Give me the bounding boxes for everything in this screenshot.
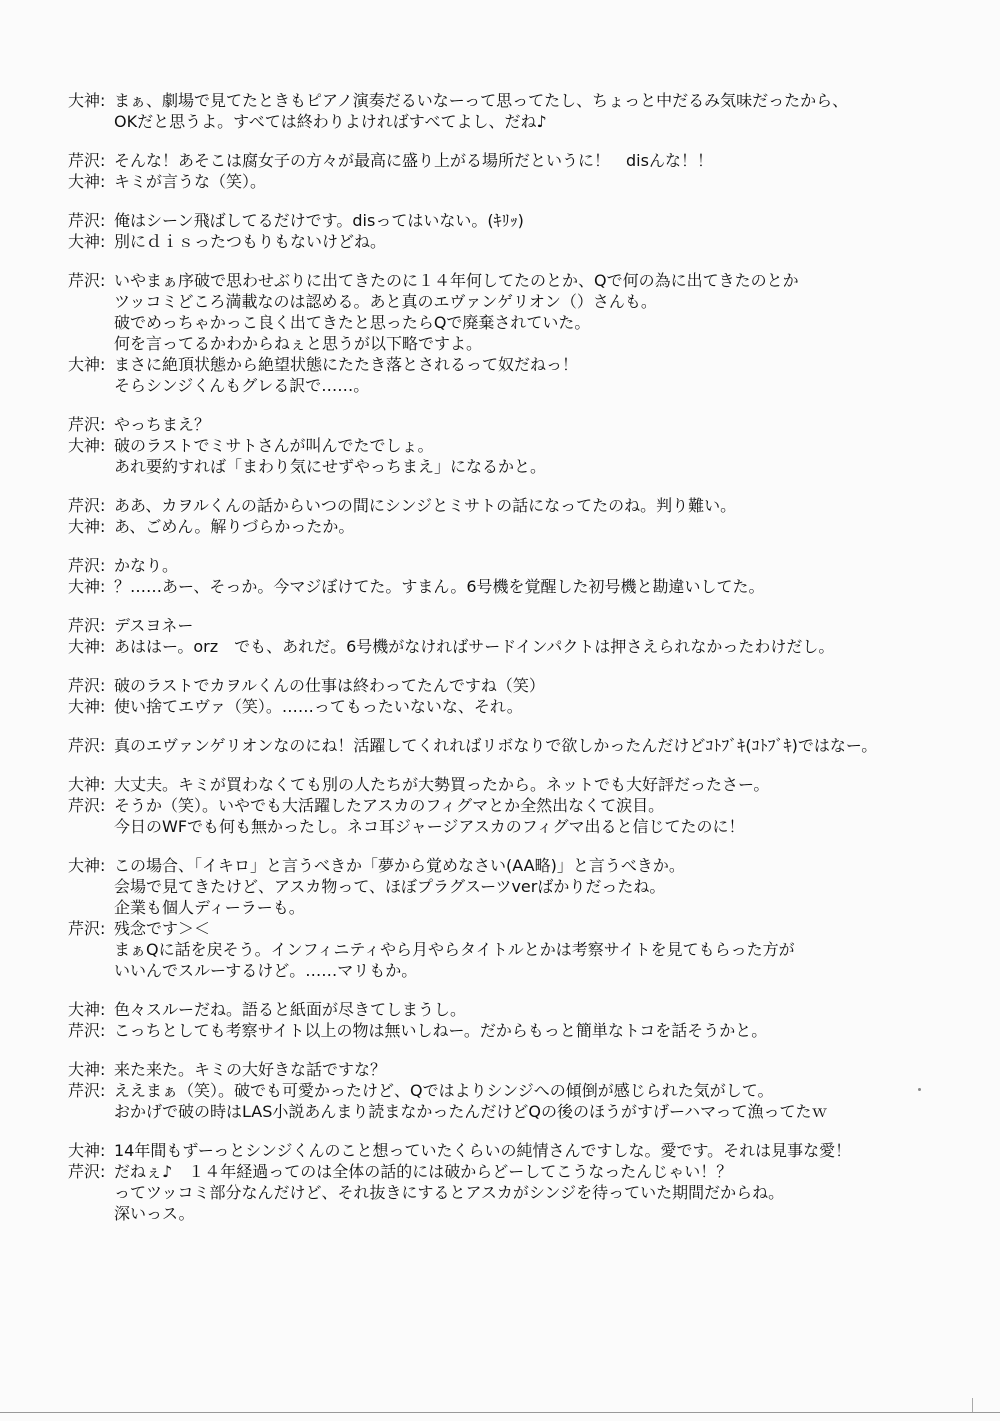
line-text: 今日のWFでも何も無かったし。ネコ耳ジャージアスカのフィグマ出ると信じてたのに！: [114, 817, 745, 836]
speaker-name: 芹沢:: [68, 1162, 106, 1181]
speaker-name: [68, 816, 114, 837]
line-text: ええまぁ（笑）。破でも可愛かったけど、Qではよりシンジへの傾倒が感じられた気がして。: [114, 1081, 774, 1100]
speaker-name: 芹沢:: [68, 919, 106, 938]
line-text: 企業も個人ディーラーも。: [114, 898, 305, 917]
dialogue-block: [68, 1140, 948, 1224]
dialogue-line: [68, 1140, 948, 1161]
speaker-name: 芹沢:: [68, 736, 106, 755]
speaker-name: [68, 960, 114, 981]
line-text: 破のラストでカヲルくんの仕事は終わってたんですね（笑）: [114, 676, 545, 695]
line-text: 深いっス。: [114, 1204, 195, 1223]
dialogue-line: [68, 495, 948, 516]
speaker-name: [68, 291, 114, 312]
speaker-name: 大神:: [68, 232, 106, 251]
line-text: 何を言ってるかわからねぇと思うが以下略ですよ。: [114, 334, 483, 353]
line-text: あれ要約すれば「まわり気にせずやっちまえ」になるかと。: [114, 457, 547, 476]
speaker-name: 芹沢:: [68, 676, 106, 695]
speaker-name: [68, 111, 114, 132]
dialogue-line: [68, 1182, 948, 1203]
dialogue-line: [68, 456, 948, 477]
line-text: 使い捨てエヴァ（笑）。……ってもったいないな、それ。: [114, 697, 523, 716]
dialogue-block: [68, 210, 948, 252]
line-text: いやまぁ序破で思わせぶりに出てきたのに１４年何してたのとか、Qで何の為に出てきたのとか: [114, 271, 799, 290]
speaker-name: 芹沢:: [68, 616, 106, 635]
dialogue-line: [68, 375, 948, 396]
line-text: あははー。orz でも、あれだ。6号機がなければサードインパクトは押さえられなかったわけだし。: [114, 637, 835, 656]
line-text: OKだと思うよ。すべては終わりよければすべてよし、だね♪: [114, 112, 547, 131]
speaker-name: 芹沢:: [68, 415, 106, 434]
line-text: 会場で見てきたけど、アスカ物って、ほぼプラグスーツverばかりだったね。: [114, 877, 666, 896]
dialogue-line: [68, 735, 948, 756]
speaker-name: 芹沢:: [68, 556, 106, 575]
speaker-name: 大神:: [68, 355, 106, 374]
speaker-name: 大神:: [68, 517, 106, 536]
dialogue-line: [68, 1059, 948, 1080]
dialogue-line: [68, 270, 948, 291]
dialogue-line: [68, 696, 948, 717]
dialogue-block: [68, 1059, 948, 1122]
page-bottom-edge: [0, 1412, 1000, 1413]
speaker-name: 大神:: [68, 775, 106, 794]
dialogue-line: [68, 939, 948, 960]
dialogue-line: [68, 615, 948, 636]
scan-speck: [918, 1088, 921, 1091]
page-crop-mark: [972, 1398, 973, 1412]
speaker-name: 大神:: [68, 436, 106, 455]
line-text: 真のエヴァンゲリオンなのにね！活躍してくれればリボなりで欲しかったんだけどｺﾄﾌﾞｷ(ｺﾄﾌﾞｷ)ではなー。: [114, 736, 878, 755]
line-text: キミが言うな（笑）。: [114, 172, 267, 191]
dialogue-line: [68, 171, 948, 192]
line-text: 破でめっちゃかっこ良く出てきたと思ったらQで廃棄されていた。: [114, 313, 591, 332]
speaker-name: [68, 456, 114, 477]
line-text: まぁ、劇場で見てたときもピアノ演奏だるいなーって思ってたし、ちょっと中だるみ気味だったから、: [114, 91, 849, 110]
line-text: 来た来た。キミの大好きな話ですな？: [114, 1060, 387, 1079]
line-text: ってツッコミ部分なんだけど、それ抜きにするとアスカがシンジを待っていた期間だからね。: [114, 1183, 785, 1202]
dialogue-line: [68, 1203, 948, 1224]
speaker-name: 大神:: [68, 637, 106, 656]
dialogue-block: [68, 555, 948, 597]
speaker-name: 大神:: [68, 697, 106, 716]
dialogue-line: [68, 1020, 948, 1041]
line-text: 別にｄｉｓったつもりもないけどね。: [114, 232, 387, 251]
line-text: こっちとしても考察サイト以上の物は無いしねー。だからもっと簡単なトコを話そうかと。: [114, 1021, 768, 1040]
speaker-name: 芹沢:: [68, 271, 106, 290]
dialogue-block: [68, 615, 948, 657]
line-text: まさに絶頂状態から絶望状態にたたき落とされるって奴だねっ！: [114, 355, 579, 374]
dialogue-block: [68, 675, 948, 717]
line-text: かなり。: [114, 556, 179, 575]
speaker-name: 大神:: [68, 577, 106, 596]
speaker-name: 大神:: [68, 856, 106, 875]
line-text: ああ、カヲルくんの話からいつの間にシンジとミサトの話になってたのね。判り難い。: [114, 496, 737, 515]
dialogue-line: [68, 960, 948, 981]
line-text: そうか（笑）。いやでも大活躍したアスカのフィグマとか全然出なくて涙目。: [114, 796, 665, 815]
line-text: 破のラストでミサトさんが叫んでたでしょ。: [114, 436, 434, 455]
speaker-name: [68, 897, 114, 918]
dialogue-line: [68, 897, 948, 918]
dialogue-block: [68, 999, 948, 1041]
speaker-name: 芹沢:: [68, 211, 106, 230]
dialogue-line: [68, 312, 948, 333]
line-text: そんな！あそこは腐女子の方々が最高に盛り上がる場所だというに！ disんな！！: [114, 151, 713, 170]
speaker-name: 大神:: [68, 172, 106, 191]
dialogue-transcript: [68, 90, 948, 1242]
speaker-name: 芹沢:: [68, 1021, 106, 1040]
line-text: 残念です＞＜: [114, 919, 211, 938]
speaker-name: [68, 876, 114, 897]
dialogue-block: [68, 150, 948, 192]
dialogue-line: [68, 636, 948, 657]
speaker-name: [68, 1101, 114, 1122]
speaker-name: 芹沢:: [68, 1081, 106, 1100]
dialogue-line: [68, 999, 948, 1020]
line-text: だねぇ♪ １４年経過ってのは全体の話的には破からどーしてこうなったんじゃい！？: [114, 1162, 733, 1181]
speaker-name: [68, 333, 114, 354]
speaker-name: 大神:: [68, 91, 106, 110]
dialogue-line: [68, 855, 948, 876]
dialogue-block: [68, 855, 948, 981]
dialogue-line: [68, 1101, 948, 1122]
dialogue-line: [68, 918, 948, 939]
dialogue-block: [68, 774, 948, 837]
speaker-name: 芹沢:: [68, 496, 106, 515]
dialogue-line: [68, 111, 948, 132]
line-text: まぁQに話を戻そう。インフィニティやら月やらタイトルとかは考察サイトを見てもらった方が: [114, 940, 795, 959]
dialogue-line: [68, 150, 948, 171]
line-text: あ、ごめん。解りづらかったか。: [114, 517, 355, 536]
speaker-name: 芹沢:: [68, 796, 106, 815]
dialogue-line: [68, 555, 948, 576]
dialogue-line: [68, 435, 948, 456]
dialogue-line: [68, 1080, 948, 1101]
speaker-name: 大神:: [68, 1060, 106, 1079]
dialogue-line: [68, 795, 948, 816]
speaker-name: 大神:: [68, 1000, 106, 1019]
speaker-name: 大神:: [68, 1141, 106, 1160]
dialogue-line: [68, 876, 948, 897]
line-text: 俺はシーン飛ばしてるだけです。disってはいない。(ｷﾘｯ): [114, 211, 524, 230]
dialogue-line: [68, 516, 948, 537]
speaker-name: [68, 312, 114, 333]
line-text: いいんでスルーするけど。……マリもか。: [114, 961, 418, 980]
line-text: 大丈夫。キミが買わなくても別の人たちが大勢買ったから。ネットでも大好評だったさー。: [114, 775, 770, 794]
line-text: 14年間もずーっとシンジくんのこと想っていたくらいの純情さんですしな。愛です。それは見事な愛！: [114, 1141, 852, 1160]
line-text: ツッコミどころ満載なのは認める。あと真のエヴァンゲリオン（）さんも。: [114, 292, 657, 311]
dialogue-block: [68, 495, 948, 537]
speaker-name: [68, 1182, 114, 1203]
line-text: ？……あー、そっか。今マジぼけてた。すまん。6号機を覚醒した初号機と勘違いしてた。: [114, 577, 765, 596]
speaker-name: 芹沢:: [68, 151, 106, 170]
line-text: おかげで破の時はLAS小説あんまり読まなかったんだけどQの後のほうがすげーハマって漁ってたｗ: [114, 1102, 828, 1121]
dialogue-line: [68, 675, 948, 696]
line-text: 色々スルーだね。語ると紙面が尽きてしまうし。: [114, 1000, 467, 1019]
dialogue-line: [68, 1161, 948, 1182]
dialogue-block: [68, 414, 948, 477]
dialogue-line: [68, 210, 948, 231]
dialogue-line: [68, 231, 948, 252]
dialogue-line: [68, 816, 948, 837]
dialogue-block: [68, 270, 948, 396]
line-text: そらシンジくんもグレる訳で……。: [114, 376, 370, 395]
dialogue-line: [68, 354, 948, 375]
speaker-name: [68, 1203, 114, 1224]
dialogue-line: [68, 90, 948, 111]
dialogue-line: [68, 576, 948, 597]
speaker-name: [68, 375, 114, 396]
dialogue-block: [68, 90, 948, 132]
dialogue-line: [68, 333, 948, 354]
line-text: デスヨネー: [114, 616, 194, 635]
dialogue-line: [68, 414, 948, 435]
line-text: やっちまえ？: [114, 415, 211, 434]
line-text: この場合、「イキロ」と言うべきか「夢から覚めなさい(AA略)」と言うべきか。: [114, 856, 685, 875]
dialogue-line: [68, 774, 948, 795]
dialogue-block: [68, 735, 948, 756]
speaker-name: [68, 939, 114, 960]
dialogue-line: [68, 291, 948, 312]
